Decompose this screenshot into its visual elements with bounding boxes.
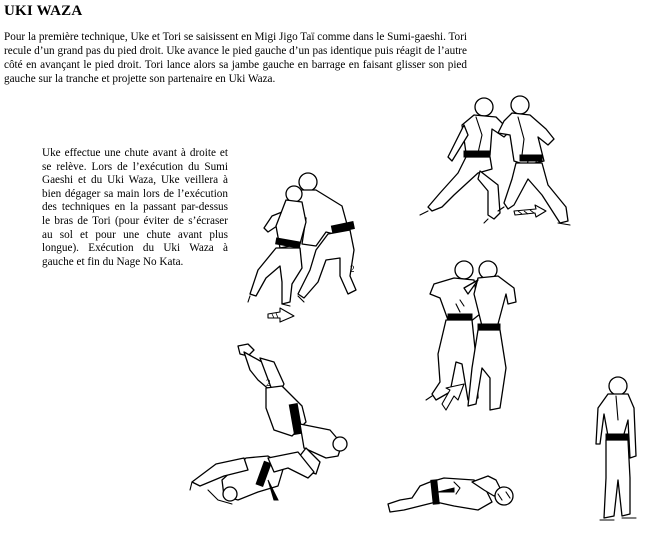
illustration-standing [590,374,638,526]
intro-paragraph: Pour la première technique, Uke et Tori se saisissent en Migi Jigo Taï comme dans le Sumi-gaeshi. Tori recule d’un grand pas du pied droit. Uke avance le pied gauche d’un pas identique puis réagit de l’autre côté en avançant le pied droit. Tori lance alors sa jambe gauche en barrage en faisant glisser son pied gauche sur la tranche et projette son partenaire en Uki Waza. [4,31,467,85]
figure-number-5: 2 [266,378,271,388]
arrow-icon [268,308,294,322]
illustration-unbalance [420,258,532,416]
illustration-fall [384,460,520,520]
illustration-entry [246,172,378,324]
illustration-grip [418,95,584,235]
figure-number-2: 2 [350,264,355,274]
page-title: UKI WAZA [4,3,83,19]
side-note-paragraph: Uke effectue une chute avant à droite et se relève. Lors de l’exécution du Sumi Gaeshi et du Uki Waza, Uke veillera à bien dégager sa main lors de l’exécution des techniques en la passant par-dessus le bras de Tori (pour éviter de s’écraser au sol et pour une chute avant plus longue). Exécution du Uki Waza à gauche et fin du Nage No Kata. [42,147,228,268]
arrow-icon [514,205,546,217]
illustration-throw [188,340,354,508]
